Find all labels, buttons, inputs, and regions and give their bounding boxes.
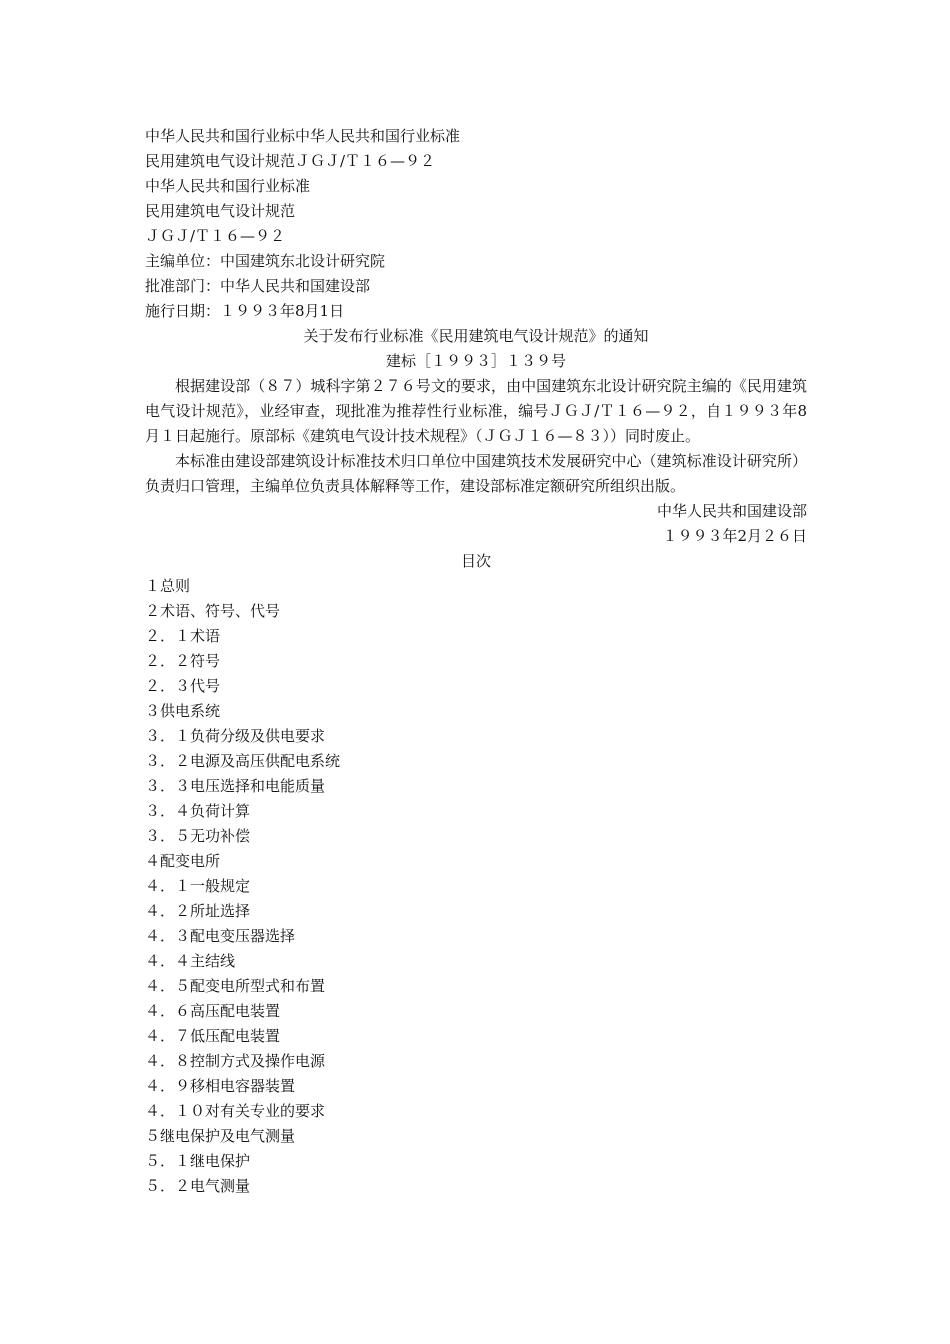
toc-item: ５继电保护及电气测量: [145, 1127, 296, 1145]
header-line-1: 中华人民共和国行业标中华人民共和国行业标准: [145, 127, 461, 145]
toc-item: ４．４主结线: [145, 952, 236, 970]
toc-item: ４．９移相电容器装置: [145, 1077, 296, 1095]
chief-editor-unit: 主编单位：中国建筑东北设计研究院: [145, 252, 386, 270]
toc-item: ３．４负荷计算: [145, 802, 251, 820]
toc-item: ４．１０对有关专业的要求: [145, 1102, 326, 1120]
toc-item: ３．５无功补偿: [145, 827, 251, 845]
toc-item: ４．５配变电所型式和布置: [145, 977, 326, 995]
table-of-contents: [145, 574, 807, 1199]
header-line-4: 民用建筑电气设计规范: [145, 202, 296, 220]
toc-item: ４．２所址选择: [145, 902, 251, 920]
effective-date: 施行日期：１９９３年8月1日: [145, 302, 345, 320]
notice-issuer: 中华人民共和国建设部: [656, 502, 807, 520]
toc-item: ２．２符号: [145, 652, 221, 670]
header-line-3: 中华人民共和国行业标准: [145, 177, 311, 195]
toc-item: ４．３配电变压器选择: [145, 927, 296, 945]
toc-item: ５．１继电保护: [145, 1152, 251, 1170]
toc-item: ５．２电气测量: [145, 1177, 251, 1195]
notice-title: 关于发布行业标准《民用建筑电气设计规范》的通知: [303, 327, 649, 345]
toc-item: ２．１术语: [145, 627, 221, 645]
toc-item: ３．１负荷分级及供电要求: [145, 727, 326, 745]
document-page: [145, 124, 807, 1199]
header-line-5: ＪＧＪ/Ｔ１６—９２: [145, 227, 286, 245]
toc-item: ４配变电所: [145, 852, 221, 870]
toc-item: ３．３电压选择和电能质量: [145, 777, 326, 795]
toc-item: ２．３代号: [145, 677, 221, 695]
toc-item: １总则: [145, 577, 191, 595]
notice-doc-number: 建标［１９９３］１３９号: [385, 352, 566, 370]
notice-paragraph-1: 根据建设部（８７）城科字第２７６号文的要求，由中国建筑东北设计研究院主编的《民用建筑电气设计规范》，业经审查，现批准为推荐性行业标准，编号ＪＧＪ/Ｔ１６—９２，自１９９３年8月１日起施行。原部标《建筑电气设计技术规程》（ＪＧＪ１６—８３））同时废止。: [145, 377, 807, 445]
toc-item: ４．１一般规定: [145, 877, 251, 895]
toc-item: ４．６高压配电装置: [145, 1002, 281, 1020]
notice-date: １９９３年2月２６日: [662, 527, 807, 545]
toc-item: ４．７低压配电装置: [145, 1027, 281, 1045]
header-line-2: 民用建筑电气设计规范ＪＧＪ/Ｔ１６—９２: [145, 152, 436, 170]
toc-item: ２术语、符号、代号: [145, 602, 281, 620]
toc-item: ３供电系统: [145, 702, 221, 720]
toc-title: 目次: [460, 552, 491, 570]
toc-item: ４．８控制方式及操作电源: [145, 1052, 326, 1070]
approval-department: 批准部门：中华人民共和国建设部: [145, 277, 371, 295]
toc-item: ３．２电源及高压供配电系统: [145, 752, 341, 770]
notice-paragraph-2: 本标准由建设部建筑设计标准技术归口单位中国建筑技术发展研究中心（建筑标准设计研究所）负责归口管理，主编单位负责具体解释等工作，建设部标准定额研究所组织出版。: [145, 452, 807, 495]
